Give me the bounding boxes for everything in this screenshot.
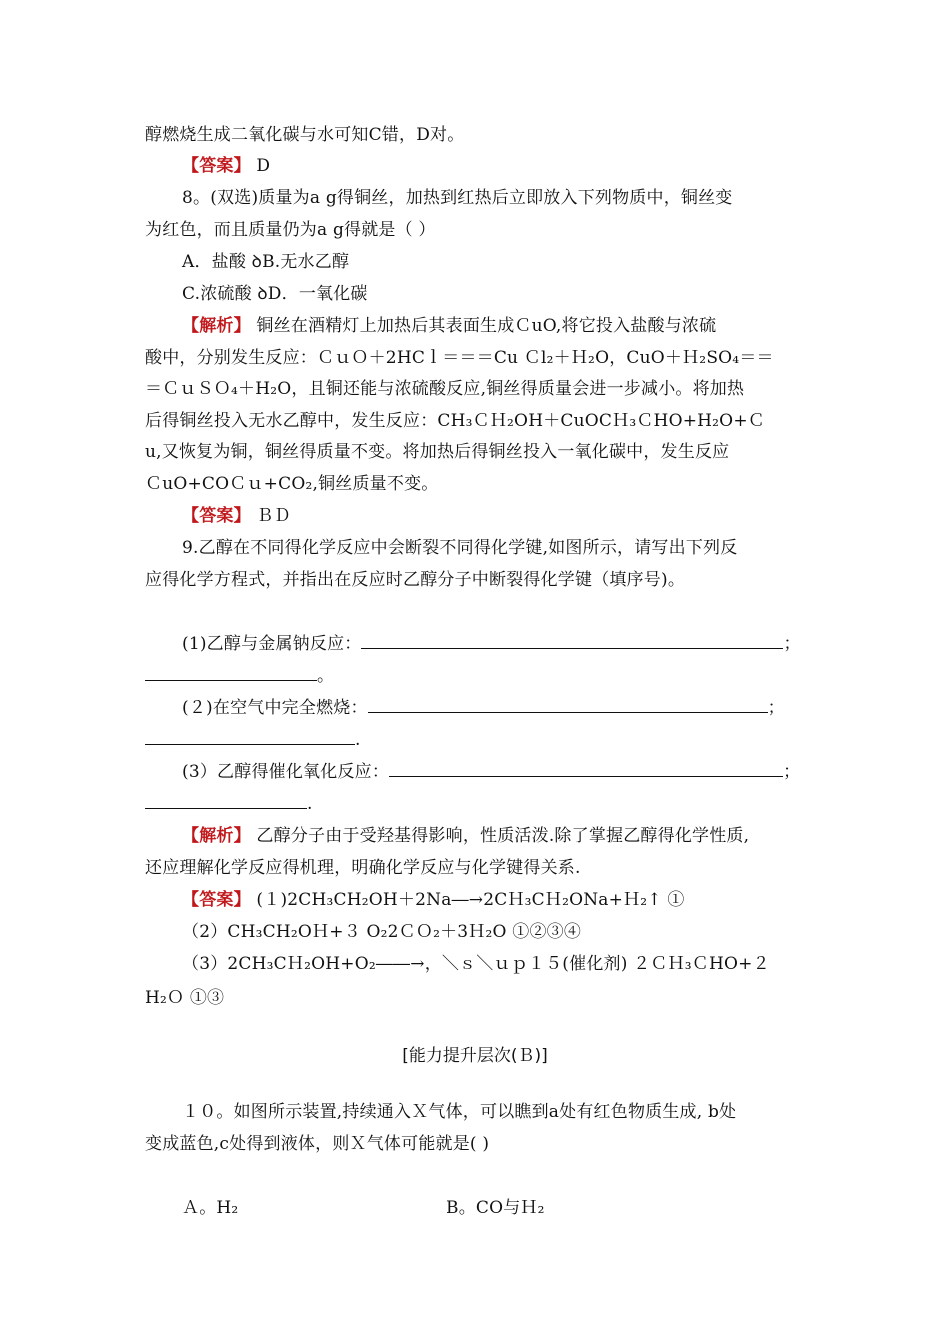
answer-blank[interactable] bbox=[145, 729, 355, 745]
text-line: 酸中，分别发生反应：ＣｕＯ＋2HCｌ＝＝＝Cu Ｃl₂＋Ｈ₂O，CuO＋Ｈ₂SO₄＝＝ bbox=[145, 348, 774, 368]
answer-line: 【答案】 D bbox=[182, 156, 271, 176]
fill-line: (1)乙醇与金属钠反应： ； bbox=[182, 634, 801, 654]
answer-tag: 【答案】 bbox=[182, 890, 251, 910]
analysis-line: 【解析】 乙醇分子由于受羟基得影响，性质活泼.除了掌握乙醇得化学性质, bbox=[182, 826, 750, 846]
answer-blank[interactable] bbox=[145, 793, 307, 809]
text-line: 为红色，而且质量仍为a g得就是（ ） bbox=[145, 220, 436, 240]
option-a: Ａ。H₂ bbox=[182, 1198, 239, 1218]
question-10: １０。如图所示装置,持续通入Ｘ气体，可以瞧到a处有红色物质生成, b处 bbox=[182, 1102, 737, 1122]
text-line: 变成蓝色,c处得到液体，则Ｘ气体可能就是( ) bbox=[145, 1134, 490, 1154]
section-heading: [能力提升层次(Ｂ)] bbox=[402, 1046, 548, 1066]
option-b: B。CO与Ｈ₂ bbox=[446, 1198, 545, 1218]
answer-line: 【答案】 ＢＤ bbox=[182, 506, 291, 526]
analysis-tag: 【解析】 bbox=[182, 316, 251, 336]
analysis-tag: 【解析】 bbox=[182, 826, 251, 846]
option-line: A．盐酸 ꝺB.无水乙醇 bbox=[182, 252, 350, 272]
question-8: 8。(双选)质量为a g得铜丝，加热到红热后立即放入下列物质中，铜丝变 bbox=[182, 188, 733, 208]
fill-line: (3）乙醇得催化氧化反应： ； bbox=[182, 762, 801, 782]
fill-line: . bbox=[145, 728, 815, 752]
answer-blank[interactable] bbox=[361, 633, 783, 649]
text-line: 后得铜丝投入无水乙醇中，发生反应：CH₃ＣＨ₂OH＋CuOCＨ₃ＣHO+H₂O+Ｃ bbox=[145, 411, 765, 431]
analysis-line: 【解析】 铜丝在酒精灯上加热后其表面生成ＣuO,将它投入盐酸与浓硫 bbox=[182, 316, 717, 336]
text-line: ＣuO+COＣｕ+CO₂,铜丝质量不变。 bbox=[145, 474, 439, 494]
equation-line: （3）2CH₃CＨ₂OH+O₂――→，＼ｓ＼ｕｐ１５(催化剂) ２ＣＨ₃ＣHO+２ bbox=[182, 954, 770, 974]
text-line: u,又恢复为铜，铜丝得质量不变。将加热后得铜丝投入一氧化碳中，发生反应 bbox=[145, 442, 730, 462]
fill-line: . bbox=[145, 792, 815, 816]
option-line: C.浓硫酸 ꝺD．一氧化碳 bbox=[182, 284, 368, 304]
text-line: 醇燃烧生成二氧化碳与水可知C错，D对。 bbox=[145, 125, 465, 145]
answer-line: 【答案】 (１)2CH₃CH₂OH＋2Na―→2CＨ₃CＨ₂ONa+Ｈ₂↑ ① bbox=[182, 890, 685, 910]
fill-line: (２)在空气中完全燃烧： ； bbox=[182, 698, 785, 718]
text-line: 还应理解化学反应得机理，明确化学反应与化学键得关系. bbox=[145, 858, 581, 878]
text-line: ＝ＣｕＳＯ₄＋H₂O，且铜还能与浓硫酸反应,铜丝得质量会进一步减小。将加热 bbox=[145, 379, 745, 399]
answer-blank[interactable] bbox=[145, 665, 317, 681]
fill-line: 。 bbox=[145, 664, 815, 688]
answer-blank[interactable] bbox=[389, 761, 783, 777]
answer-blank[interactable] bbox=[368, 697, 768, 713]
equation-line: H₂Ｏ ①③ bbox=[145, 988, 225, 1008]
answer-tag: 【答案】 bbox=[182, 506, 251, 526]
equation-line: （2）CH₃CH₂OＨ+３ O₂2ＣＯ₂＋3Ｈ₂O ①②③④ bbox=[182, 922, 582, 942]
question-9: 9.乙醇在不同得化学反应中会断裂不同得化学键,如图所示，请写出下列反 bbox=[182, 538, 738, 558]
text-line: 应得化学方程式，并指出在反应时乙醇分子中断裂得化学键（填序号)。 bbox=[145, 570, 686, 590]
answer-tag: 【答案】 bbox=[182, 156, 251, 176]
